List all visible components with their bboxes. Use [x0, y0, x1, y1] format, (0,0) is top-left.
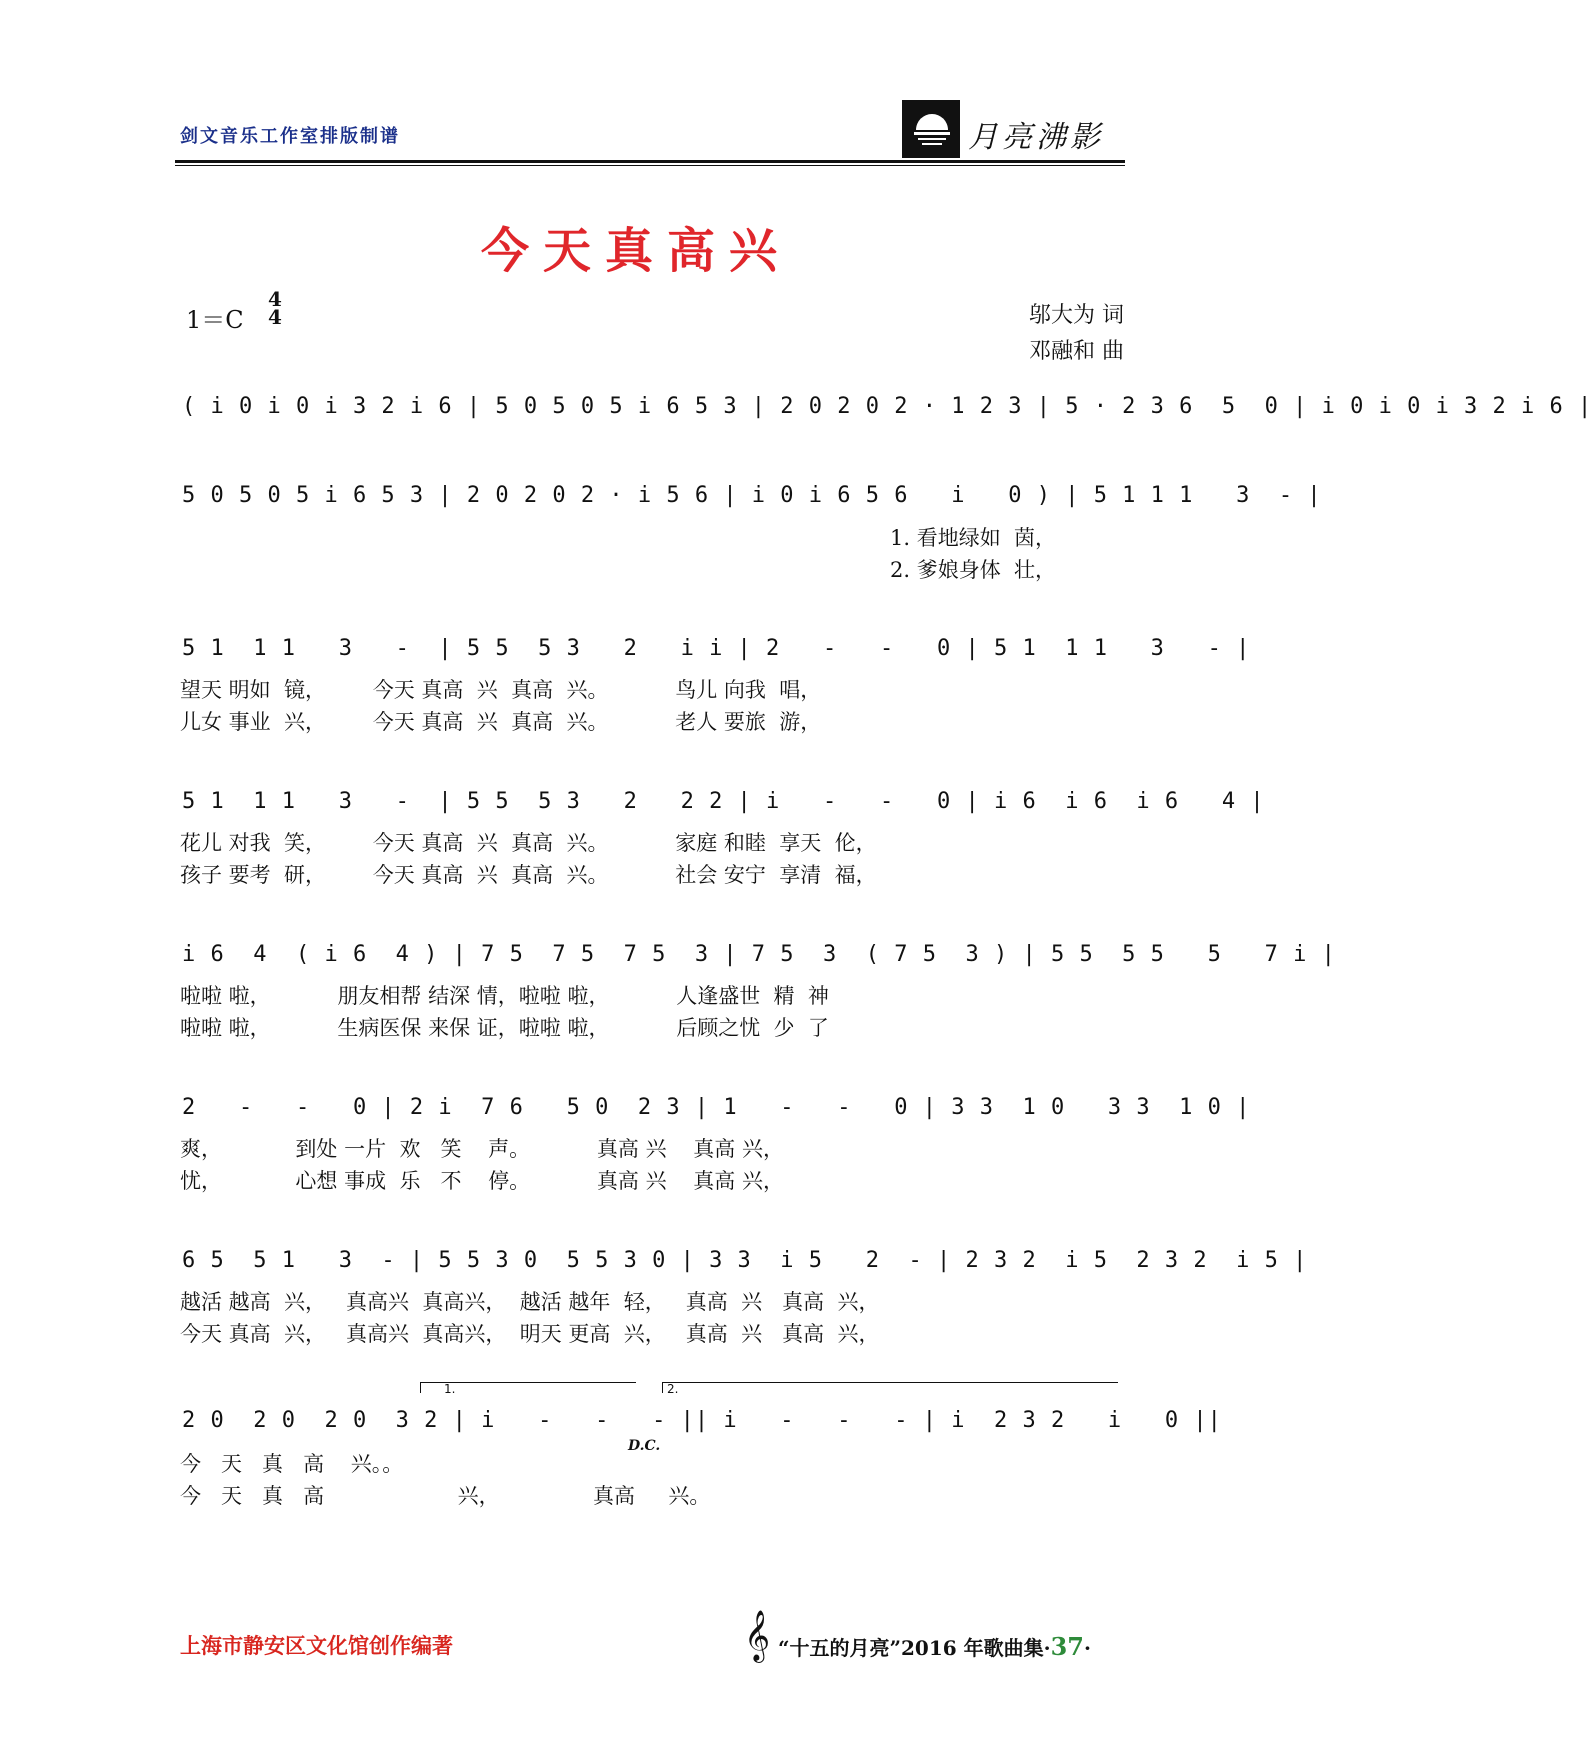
lyric-line-verse2: 今 天 真 高 兴， 真高 兴。 — [180, 1484, 711, 1508]
lyric-line-verse1: 1. 看地绿如 茵， — [890, 526, 1057, 550]
lyric-line-verse1: 越活 越高 兴， 真高兴 真高兴， 越活 越年 轻， 真高 兴 真高 兴， — [180, 1290, 880, 1314]
lyric-line-verse1: 望天 明如 镜， 今天 真高 兴 真高 兴。 鸟儿 向我 唱， — [180, 678, 822, 702]
logo-text: 月亮沸影 — [968, 120, 1104, 155]
lyric-line-verse2: 啦啦 啦， 生病医保 来保 证，啦啦 啦， 后顾之忧 少 了 — [180, 1016, 829, 1040]
notation-row: 5 0 5 0 5 i 6 5 3 | 2 0 2 0 2 · i 5 6 | i 0 i 6 5 6 i 0 ) | 5 1 1 1 3 - | — [182, 483, 1322, 508]
collection-title — [778, 1632, 1091, 1661]
lyric-line-verse2: 孩子 要考 研， 今天 真高 兴 真高 兴。 社会 安宁 享清 福， — [180, 863, 877, 887]
treble-clef-icon: 𝄞 — [744, 1610, 771, 1661]
notation-row: 2 0 2 0 2 0 3 2 | i - - - || i - - - | i 2 3 2 i 0 || — [182, 1408, 1222, 1433]
page-number: 37 — [1050, 1632, 1085, 1661]
first-ending-label: 1. — [444, 1382, 456, 1396]
composer-credit: 邓融和 曲 — [1029, 339, 1124, 364]
da-capo-marking: D.C. — [628, 1438, 661, 1454]
time-signature-top: 4 — [268, 287, 282, 311]
notation-row: 6 5 5 1 3 - | 5 5 3 0 5 5 3 0 | 3 3 i 5 2 - | 2 3 2 i 5 2 3 2 i 5 | — [182, 1248, 1308, 1273]
header-rule — [175, 160, 1125, 163]
studio-credit: 剑文音乐工作室排版制谱 — [180, 126, 400, 147]
page-number-suffix: · — [1084, 1636, 1091, 1660]
lyric-line-verse2: 儿女 事业 兴， 今天 真高 兴 真高 兴。 老人 要旅 游， — [180, 710, 822, 734]
key-signature: 1＝C — [186, 306, 244, 334]
song-title: 今天真高兴 — [480, 223, 791, 279]
lyric-line-verse1: 今 天 真 高 兴。。 — [180, 1452, 404, 1476]
lyric-line-verse2: 今天 真高 兴， 真高兴 真高兴， 明天 更高 兴， 真高 兴 真高 兴， — [180, 1322, 880, 1346]
lyric-line-verse1: 啦啦 啦， 朋友相帮 结深 情，啦啦 啦， 人逢盛世 精 神 — [180, 984, 829, 1008]
time-signature-bottom: 4 — [268, 305, 282, 329]
lyric-line-verse1: 花儿 对我 笑， 今天 真高 兴 真高 兴。 家庭 和睦 享天 伦， — [180, 831, 877, 855]
notation-row: 2 - - 0 | 2 i 7 6 5 0 2 3 | 1 - - 0 | 3 3 1 0 3 3 1 0 | — [182, 1095, 1251, 1120]
lyric-line-verse1: 爽， 到处 一片 欢 笑 声。 真高 兴 真高 兴， — [180, 1137, 784, 1161]
notation-row: i 6 4 ( i 6 4 ) | 7 5 7 5 7 5 3 | 7 5 3 ( 7 5 3 ) | 5 5 5 5 5 7 i | — [182, 942, 1336, 967]
header-rule-thin — [175, 165, 1125, 166]
moon-logo-icon — [912, 108, 952, 148]
lyricist-credit: 邬大为 词 — [1029, 303, 1124, 328]
second-ending-label: 2. — [667, 1382, 679, 1396]
lyric-line-verse2: 忧， 心想 事成 乐 不 停。 真高 兴 真高 兴， — [180, 1169, 784, 1193]
notation-row: 5 1 1 1 3 - | 5 5 5 3 2 i i | 2 - - 0 | 5 1 1 1 3 - | — [182, 636, 1251, 661]
lyric-line-verse2: 2. 爹娘身体 壮， — [890, 558, 1057, 582]
time-signature — [266, 287, 284, 329]
notation-row: ( i 0 i 0 i 3 2 i 6 | 5 0 5 0 5 i 6 5 3 | 2 0 2 0 2 · 1 2 3 | 5 · 2 3 6 5 0 | i 0 i 0 i 3 2 i 6 | — [182, 394, 1592, 419]
collection-name: “十五的月亮”2016 年歌曲集· — [778, 1636, 1051, 1660]
second-ending-bracket — [662, 1382, 1118, 1393]
notation-row: 5 1 1 1 3 - | 5 5 5 3 2 2 2 | i - - 0 | i 6 i 6 i 6 4 | — [182, 789, 1265, 814]
publisher-credit: 上海市静安区文化馆创作编著 — [180, 1633, 453, 1658]
